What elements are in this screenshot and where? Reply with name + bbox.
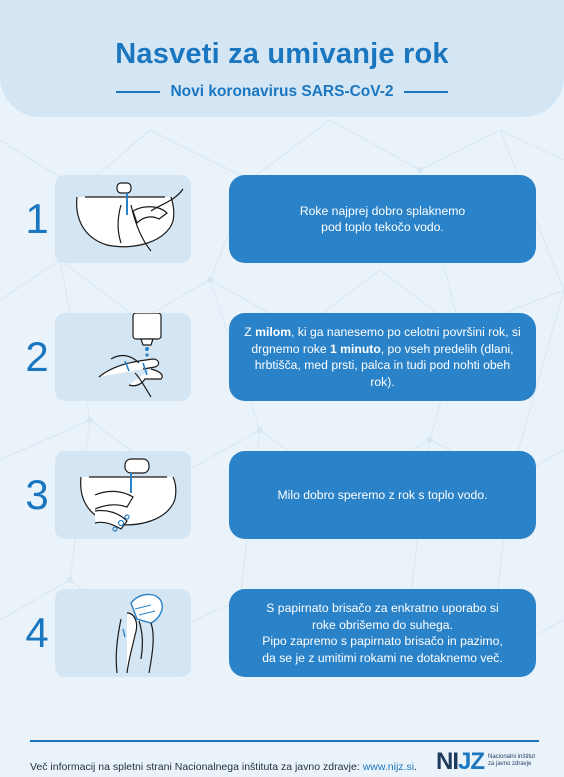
page-subtitle: Novi koronavirus SARS-CoV-2 xyxy=(170,83,394,100)
header-banner xyxy=(0,0,564,117)
step-2-text-part: Z xyxy=(244,325,256,339)
subtitle-row xyxy=(0,82,564,102)
step-1-line: pod toplo tekočo vodo. xyxy=(321,220,444,234)
logo-caption-line: Nacionalni inštitut xyxy=(488,754,536,760)
footer-info xyxy=(30,761,417,773)
step-1-text xyxy=(229,175,536,263)
logo-mark-part: JZ xyxy=(458,748,485,775)
step-3-line: Milo dobro speremo z rok s toplo vodo. xyxy=(277,487,488,502)
step-4-line: Pipo zapremo s papirnato brisačo in pazimo, xyxy=(262,634,503,648)
step-2-text-part: , ki ga nanesemo po celotni površini rok, si drgnemo roke xyxy=(251,325,521,356)
step-4-line: da se je z umitimi rokami ne dotaknemo več. xyxy=(262,650,503,665)
step-number: 3 xyxy=(25,471,49,518)
hands-drying-paper-towel-icon xyxy=(55,589,191,677)
logo-mark-part: NI xyxy=(436,748,458,775)
hands-rinsing-under-tap-icon xyxy=(55,175,191,263)
step-4-text xyxy=(229,589,536,677)
step-2-text-part: , po vseh predelih (dlani, hrbtišča, med prsti, palca in tudi pod nohti obeh rok). xyxy=(254,341,514,389)
step-2-bold-duration: 1 minuto xyxy=(330,341,381,356)
step-1 xyxy=(0,175,564,265)
step-4 xyxy=(0,589,564,679)
logo-caption-line: za javno zdravje xyxy=(488,761,532,767)
step-number: 4 xyxy=(25,609,49,656)
step-2 xyxy=(0,313,564,403)
step-3 xyxy=(0,451,564,541)
logo-mark xyxy=(436,748,484,776)
footer-info-text: Več informacij na spletni strani Nacionalnega inštituta za javno zdravje: xyxy=(30,761,363,773)
page-title: Nasveti za umivanje rok xyxy=(115,38,449,70)
footer-divider xyxy=(30,740,539,742)
footer-info-suffix: . xyxy=(414,761,417,773)
nijz-website-link[interactable]: www.nijz.si xyxy=(362,761,415,773)
step-2-text xyxy=(229,313,536,401)
step-4-line: S papirnato brisačo za enkratno uporabo si xyxy=(266,601,499,615)
step-number: 2 xyxy=(25,333,49,380)
step-2-bold-soap: milom xyxy=(255,325,292,339)
step-number: 1 xyxy=(25,195,49,242)
hands-rinsing-soap-off-icon xyxy=(55,451,191,539)
nijz-logo xyxy=(436,748,546,774)
step-4-line: roke obrišemo do suhega. xyxy=(312,617,453,632)
logo-caption xyxy=(488,754,548,768)
step-3-text xyxy=(229,451,536,539)
subtitle-rule-right xyxy=(404,91,448,93)
subtitle-rule-left xyxy=(116,91,160,93)
soap-dispenser-hands-icon xyxy=(55,313,191,401)
step-1-line: Roke najprej dobro splaknemo xyxy=(299,203,466,218)
